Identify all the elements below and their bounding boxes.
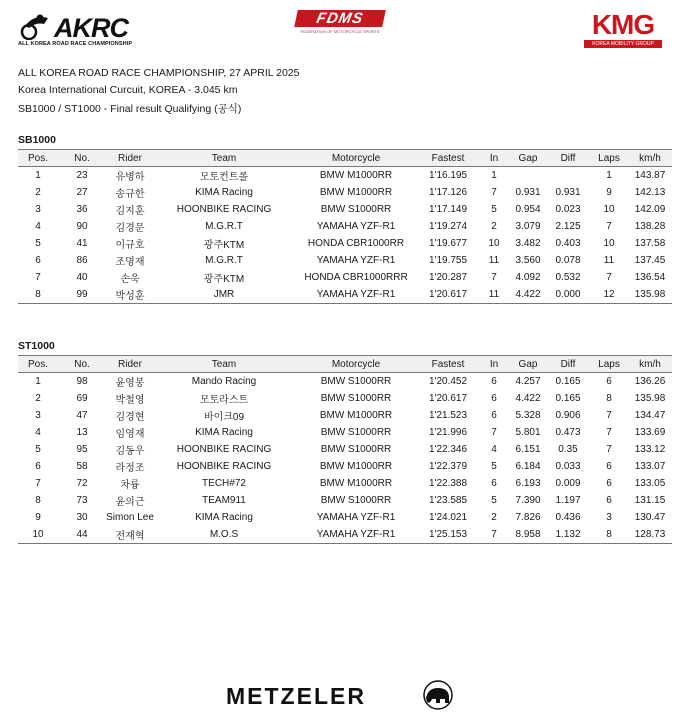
column-header-in: In [478,356,510,373]
cell-laps: 12 [590,286,628,304]
cell-pos: 2 [35,393,41,404]
cell-gap: 4.257 [515,376,541,387]
column-header-no: No. [58,356,106,373]
cell-kmh: 137.45 [634,255,666,266]
cell-in: 5 [491,495,497,506]
cell-gap: 5.801 [515,427,541,438]
cell-diff: 0.165 [555,393,581,404]
cell-pos: 5 [35,444,41,455]
cell-diff: 0.436 [555,512,581,523]
kmg-logo [584,10,662,50]
cell-no: 44 [58,526,106,544]
column-header-gap: Gap [510,356,546,373]
cell-diff: 0.35 [558,444,578,455]
cell-gap: 3.079 [515,221,541,232]
fdms-logo-subtitle: FEDERATION OF MOTORCYCLE SPORTS [300,29,380,34]
table-header-row [18,356,672,373]
table-row [18,441,672,458]
cell-kmh: 128.73 [628,526,672,544]
cell-team: HOONBIKE RACING [176,444,272,455]
cell-rider: 김경문 [115,223,145,234]
cell-motorcycle: HONDA CBR1000RR [307,238,405,249]
cell-fastest: 1'22.346 [428,444,468,455]
cell-motorcycle: BMW M1000RR [319,170,393,181]
cell-team: M.O.S [154,526,294,544]
cell-fastest: 1'25.153 [418,526,478,544]
cell-in: 1 [491,170,497,181]
column-header-kmh: km/h [628,356,672,373]
cell-team: 광주KTM [203,240,245,251]
cell-kmh: 131.15 [634,495,666,506]
cell-diff: 0.906 [555,410,581,421]
column-header-rider: Rider [106,356,154,373]
cell-kmh: 134.47 [634,410,666,421]
cell-in: 7 [491,272,497,283]
cell-in: 11 [478,286,510,304]
cell-team: 바이크09 [203,412,245,423]
cell-diff: 0.473 [555,427,581,438]
cell-kmh: 138.28 [634,221,666,232]
cell-fastest: 1'21.523 [428,410,468,421]
cell-laps: 7 [606,272,612,283]
cell-in: 10 [488,238,500,249]
cell-laps: 1 [606,170,612,181]
cell-fastest: 1'22.379 [428,461,468,472]
cell-motorcycle: YAMAHA YZF-R1 [316,512,396,523]
cell-motorcycle: YAMAHA YZF-R1 [294,526,418,544]
cell-rider: Simon Lee [106,512,154,523]
cell-no: 86 [76,255,88,266]
column-header-pos: Pos. [18,356,58,373]
cell-gap: 0.931 [515,187,541,198]
cell-laps: 6 [606,478,612,489]
cell-pos: 7 [35,478,41,489]
cell-gap: 4.422 [515,393,541,404]
cell-rider: 윤의근 [115,497,145,508]
cell-gap: 7.390 [515,495,541,506]
table-row [18,526,672,544]
cell-diff [546,167,590,185]
column-header-rider: Rider [106,150,154,167]
column-header-team: Team [154,150,294,167]
cell-laps: 8 [590,526,628,544]
cell-gap: 7.826 [515,512,541,523]
cell-team: KIMA Racing [195,512,253,523]
cell-laps: 10 [603,238,615,249]
cell-kmh: 136.54 [634,272,666,283]
fdms-logo [292,10,388,36]
cell-motorcycle: YAMAHA YZF-R1 [294,286,418,304]
column-header-diff: Diff [546,356,590,373]
column-header-diff: Diff [546,150,590,167]
cell-no: 30 [76,512,88,523]
cell-in: 6 [491,478,497,489]
cell-pos: 6 [35,461,41,472]
cell-in: 4 [491,444,497,455]
column-header-pos: Pos. [18,150,58,167]
cell-pos: 1 [35,376,41,387]
akrc-logo-subtitle: ALL KOREA ROAD RACE CHAMPIONSHIP [18,41,133,47]
cell-laps: 11 [603,255,615,266]
cell-in: 11 [488,255,500,266]
cell-rider: 라정조 [115,463,145,474]
table-row [18,424,672,441]
cell-gap: 3.560 [515,255,541,266]
cell-diff: 0.078 [555,255,581,266]
cell-rider: 전재혁 [106,526,154,544]
cell-kmh: 135.98 [628,286,672,304]
cell-no: 73 [76,495,88,506]
event-session: SB1000 / ST1000 - Final result Qualifying (공식) [18,103,242,115]
cell-fastest: 1'16.195 [428,170,468,181]
cell-diff: 0.000 [546,286,590,304]
cell-team: TECH#72 [202,478,246,489]
cell-diff: 0.023 [555,204,581,215]
cell-team: HOONBIKE RACING [176,461,272,472]
cell-no: 69 [76,393,88,404]
cell-laps: 7 [606,410,612,421]
cell-rider: 조명재 [115,257,145,268]
cell-motorcycle: YAMAHA YZF-R1 [316,255,396,266]
table-row [18,184,672,201]
cell-kmh: 135.98 [634,393,666,404]
cell-rider: 박철영 [115,395,145,406]
cell-rider: 이규호 [115,240,145,251]
cell-team: M.G.R.T [205,255,243,266]
cell-team: KIMA Racing [195,427,253,438]
section-title-st1000: ST1000 [18,340,55,352]
cell-motorcycle: BMW M1000RR [319,461,393,472]
column-header-kmh: km/h [628,150,672,167]
cell-laps: 3 [606,512,612,523]
cell-kmh: 143.87 [634,170,666,181]
cell-fastest: 1'20.452 [428,376,468,387]
fdms-logo-text: FDMS [294,10,386,27]
cell-in: 2 [491,221,497,232]
cell-diff: 0.532 [555,272,581,283]
results-table-sb1000 [18,149,672,304]
cell-laps: 9 [606,187,612,198]
cell-pos: 8 [18,286,58,304]
cell-no: 99 [58,286,106,304]
cell-gap: 0.954 [515,204,541,215]
cell-kmh: 142.09 [634,204,666,215]
cell-motorcycle: BMW S1000RR [320,376,392,387]
elephant-icon [418,680,458,710]
cell-laps: 6 [606,495,612,506]
cell-pos: 3 [35,410,41,421]
table-row [18,373,672,391]
cell-no: 23 [76,170,88,181]
cell-fastest: 1'19.274 [428,221,468,232]
cell-rider: 김경현 [115,412,145,423]
cell-motorcycle: BMW S1000RR [320,444,392,455]
cell-rider: 손욱 [120,274,140,285]
cell-pos: 2 [35,187,41,198]
cell-team: M.G.R.T [205,221,243,232]
cell-in: 2 [491,512,497,523]
cell-rider: 유병하 [115,172,145,183]
cell-laps: 6 [606,376,612,387]
akrc-logo [18,12,136,52]
cell-laps: 6 [606,461,612,472]
cell-rider: 송규한 [115,189,145,200]
cell-diff: 1.132 [546,526,590,544]
cell-diff: 2.125 [555,221,581,232]
cell-laps: 7 [606,427,612,438]
cell-pos: 4 [35,221,41,232]
cell-gap: 3.482 [515,238,541,249]
cell-motorcycle: YAMAHA YZF-R1 [316,221,396,232]
cell-laps: 7 [606,444,612,455]
metzeler-logo-text: METZELER [226,683,366,709]
table-row [18,218,672,235]
cell-fastest: 1'17.149 [428,204,468,215]
kmg-logo-text: KMG [591,9,655,40]
table-row [18,201,672,218]
cell-rider: 김동우 [115,446,145,457]
cell-fastest: 1'19.755 [428,255,468,266]
cell-motorcycle: BMW M1000RR [319,187,393,198]
cell-kmh: 133.12 [634,444,666,455]
cell-pos: 4 [35,427,41,438]
cell-gap: 6.193 [515,478,541,489]
cell-rider: 박성훈 [106,286,154,304]
cell-team: TEAM911 [202,495,246,506]
cell-in: 7 [478,526,510,544]
cell-fastest: 1'21.996 [428,427,468,438]
cell-gap: 6.184 [515,461,541,472]
cell-fastest: 1'24.021 [428,512,468,523]
cell-kmh: 133.69 [634,427,666,438]
cell-in: 7 [491,187,497,198]
cell-in: 6 [491,376,497,387]
cell-in: 7 [491,427,497,438]
cell-rider: 윤영봉 [115,378,145,389]
cell-team: 광주KTM [203,274,245,285]
event-venue: Korea International Curcuit, KOREA - 3.045 km [18,84,238,96]
cell-fastest: 1'22.388 [428,478,468,489]
cell-no: 41 [76,238,88,249]
cell-pos: 1 [35,170,41,181]
table-row [18,167,672,185]
cell-team: JMR [154,286,294,304]
cell-fastest: 1'23.585 [428,495,468,506]
column-header-laps: Laps [590,150,628,167]
cell-no: 95 [76,444,88,455]
table-row [18,407,672,424]
cell-motorcycle: BMW S1000RR [320,393,392,404]
section-title-sb1000: SB1000 [18,134,56,146]
cell-no: 72 [76,478,88,489]
cell-motorcycle: BMW S1000RR [320,495,392,506]
column-header-no: No. [58,150,106,167]
cell-diff: 0.931 [555,187,581,198]
cell-fastest: 1'20.617 [428,393,468,404]
cell-in: 6 [491,410,497,421]
cell-kmh: 133.05 [634,478,666,489]
cell-laps: 10 [603,204,615,215]
cell-diff: 0.033 [555,461,581,472]
cell-fastest: 1'20.617 [418,286,478,304]
cell-kmh: 130.47 [634,512,666,523]
cell-team: Mando Racing [191,376,257,387]
cell-motorcycle: BMW M1000RR [319,410,393,421]
table-row [18,235,672,252]
cell-gap: 6.151 [515,444,541,455]
cell-team: 모토라스트 [199,395,249,406]
results-table-st1000 [18,355,672,544]
cell-no: 13 [76,427,88,438]
column-header-motorcycle: Motorcycle [294,150,418,167]
cell-gap: 4.092 [515,272,541,283]
cell-gap: 5.328 [515,410,541,421]
cell-laps: 8 [606,393,612,404]
table-row [18,492,672,509]
cell-team: 모토컨트롤 [199,172,249,183]
cell-rider: 차륭 [120,480,140,491]
cell-no: 36 [76,204,88,215]
kmg-logo-subtitle: KOREA MOBILITY GROUP [584,40,662,48]
cell-no: 58 [76,461,88,472]
cell-no: 90 [76,221,88,232]
metzeler-logo [226,680,466,710]
column-header-team: Team [154,356,294,373]
table-row [18,458,672,475]
column-header-fastest: Fastest [418,356,478,373]
cell-fastest: 1'19.677 [428,238,468,249]
column-header-motorcycle: Motorcycle [294,356,418,373]
cell-diff: 0.165 [555,376,581,387]
cell-no: 40 [76,272,88,283]
cell-pos: 10 [18,526,58,544]
cell-gap [510,167,546,185]
cell-diff: 0.403 [555,238,581,249]
table-row [18,252,672,269]
cell-kmh: 137.58 [634,238,666,249]
cell-no: 47 [76,410,88,421]
cell-fastest: 1'20.287 [428,272,468,283]
event-title: ALL KOREA ROAD RACE CHAMPIONSHIP, 27 APRIL 2025 [18,67,300,79]
cell-pos: 5 [35,238,41,249]
table-row [18,390,672,407]
cell-no: 27 [76,187,88,198]
cell-kmh: 136.26 [634,376,666,387]
column-header-gap: Gap [510,150,546,167]
table-row [18,269,672,286]
cell-pos: 6 [35,255,41,266]
cell-diff: 0.009 [555,478,581,489]
cell-motorcycle: HONDA CBR1000RRR [304,272,408,283]
table-row [18,286,672,304]
table-row [18,475,672,492]
cell-motorcycle: BMW S1000RR [320,204,392,215]
cell-no: 98 [76,376,88,387]
cell-pos: 3 [35,204,41,215]
cell-in: 6 [491,393,497,404]
cell-laps: 7 [606,221,612,232]
column-header-in: In [478,150,510,167]
cell-pos: 9 [35,512,41,523]
table-row [18,509,672,526]
akrc-logo-text: AKRC [54,13,128,43]
table-header-row [18,150,672,167]
cell-fastest: 1'17.126 [428,187,468,198]
cell-team: KIMA Racing [195,187,253,198]
cell-kmh: 142.13 [634,187,666,198]
cell-pos: 8 [35,495,41,506]
cell-motorcycle: BMW M1000RR [319,478,393,489]
cell-gap: 4.422 [510,286,546,304]
cell-rider: 임영재 [115,429,145,440]
cell-gap: 8.958 [510,526,546,544]
column-header-fastest: Fastest [418,150,478,167]
cell-diff: 1.197 [555,495,581,506]
cell-in: 5 [491,461,497,472]
cell-motorcycle: BMW S1000RR [320,427,392,438]
cell-pos: 7 [35,272,41,283]
cell-kmh: 133.07 [634,461,666,472]
cell-rider: 김지훈 [115,206,145,217]
column-header-laps: Laps [590,356,628,373]
cell-in: 5 [491,204,497,215]
cell-team: HOONBIKE RACING [176,204,272,215]
